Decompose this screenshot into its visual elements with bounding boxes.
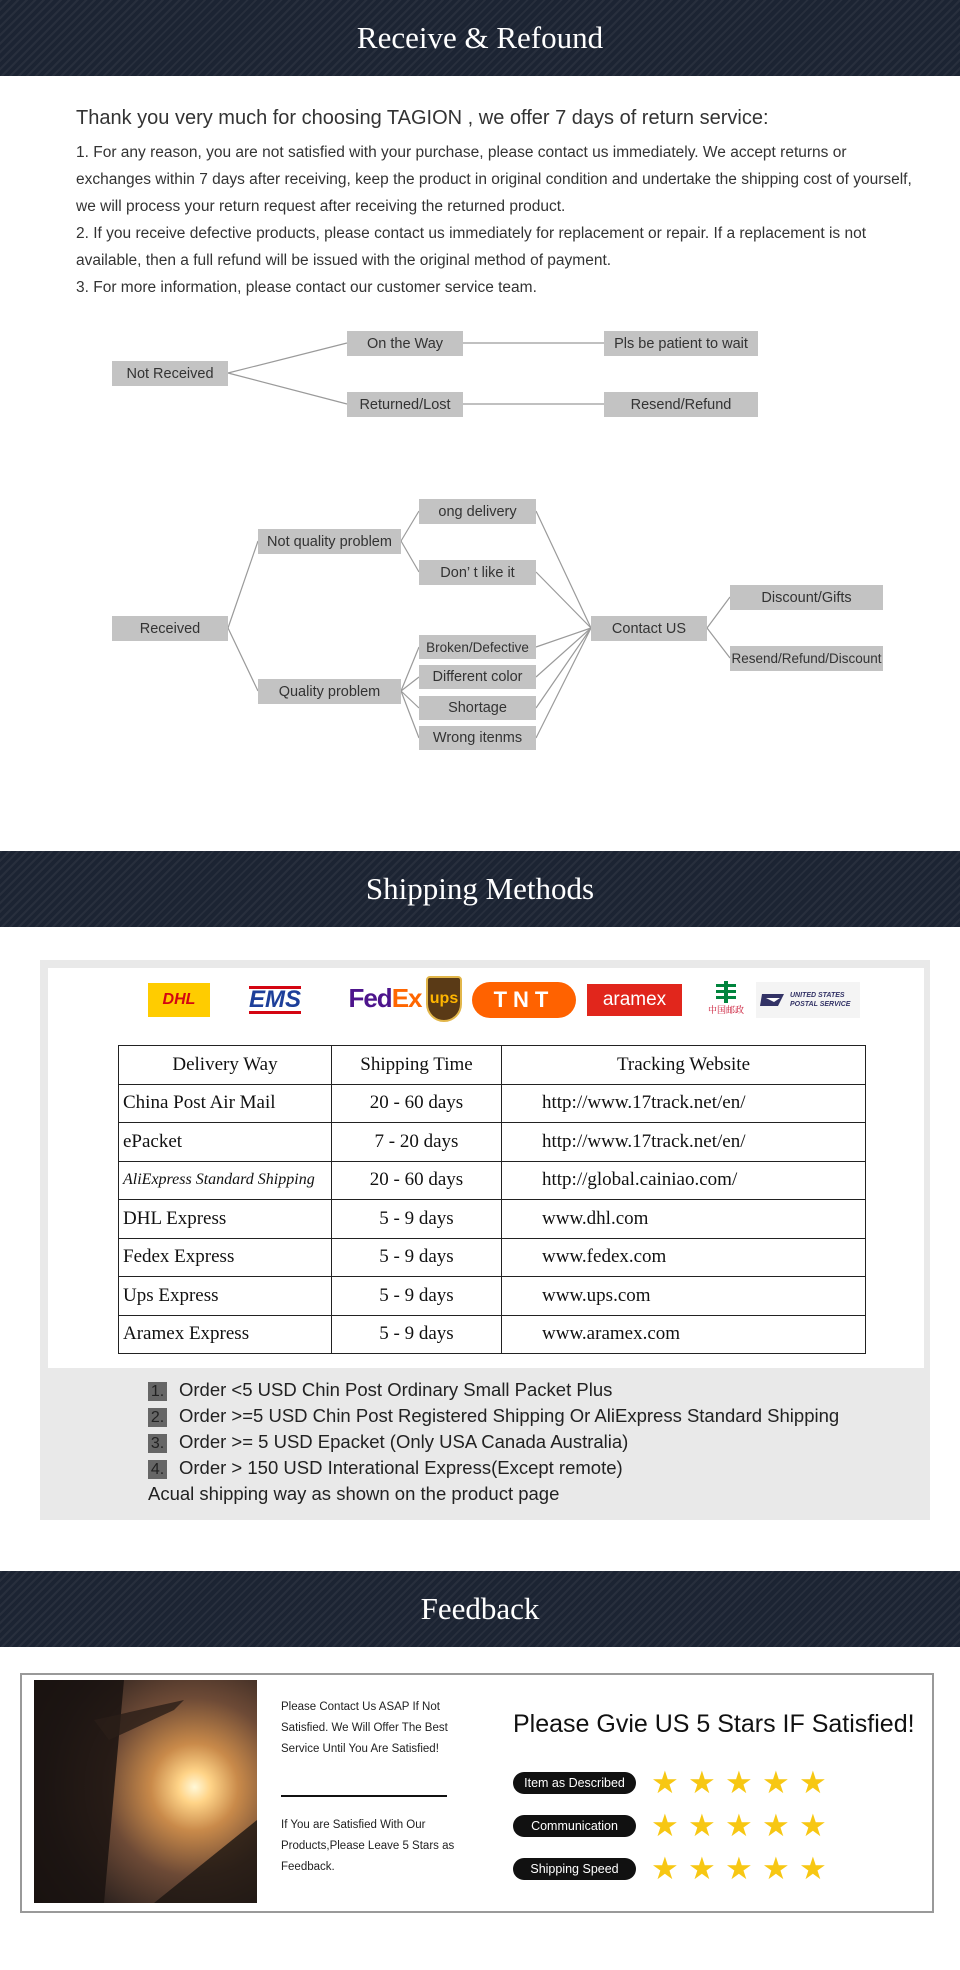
rating-star-icon: ★	[688, 1851, 716, 1886]
rating-star-icon: ★	[688, 1808, 716, 1843]
connector-line	[536, 511, 591, 628]
policy-item-3: 3. For more information, please contact our customer service team.	[76, 279, 537, 296]
shipping-table	[118, 1045, 866, 1354]
intro-text: Thank you very much for choosing TAGION , we offer 7 days of return service:	[76, 107, 769, 129]
rating-star-icon: ★	[725, 1851, 753, 1886]
rule-text: Order > 150 USD Interational Express(Except remote)	[179, 1457, 623, 1478]
node-long-delivery: ong delivery	[419, 499, 536, 524]
rating-star-icon: ★	[651, 1765, 679, 1800]
connector-line	[536, 572, 591, 628]
table-cell-tracking-website: www.dhl.com	[502, 1200, 866, 1239]
section-title-receive: Receive & Refound	[356, 20, 604, 55]
table-cell-shipping-time: 5 - 9 days	[332, 1200, 502, 1239]
dhl-logo	[148, 983, 210, 1017]
connector-line	[401, 511, 419, 541]
usps-logo-text: UNITED STATES POSTAL SERVICE	[790, 992, 851, 1008]
table-cell-delivery-way: Ups Express	[119, 1277, 332, 1316]
rating-star-icon: ★	[799, 1851, 827, 1886]
rating-star-icon: ★	[688, 1765, 716, 1800]
fedex-logo	[346, 978, 424, 1018]
shipping-rule-item	[148, 1379, 612, 1401]
node-received: Received	[112, 616, 228, 641]
china-post-text: 中国邮政	[707, 1005, 744, 1016]
rating-star-icon: ★	[762, 1851, 790, 1886]
node-different-color: Different color	[419, 665, 536, 689]
node-discount-gifts: Discount/Gifts	[730, 585, 883, 610]
table-cell-delivery-way: DHL Express	[119, 1200, 332, 1239]
node-on-the-way: On the Way	[347, 331, 463, 356]
rating-label-communication: Communication	[513, 1815, 636, 1837]
rule-text: Order <5 USD Chin Post Ordinary Small Packet Plus	[179, 1379, 613, 1400]
table-header-row	[119, 1046, 866, 1085]
table-cell-shipping-time: 20 - 60 days	[332, 1084, 502, 1123]
stars-title: Please Gvie US 5 Stars IF Satisfied!	[513, 1710, 915, 1738]
table-header-tracking-website: Tracking Website	[502, 1046, 866, 1085]
rule-text: Order >=5 USD Chin Post Registered Shipping Or AliExpress Standard Shipping	[179, 1405, 840, 1426]
table-row	[119, 1238, 866, 1277]
usps-eagle-icon	[760, 990, 786, 1010]
table-row	[119, 1084, 866, 1123]
table-cell-delivery-way: China Post Air Mail	[119, 1084, 332, 1123]
shipping-rule-item	[148, 1431, 628, 1453]
connector-line	[228, 628, 258, 691]
rating-star-icon: ★	[762, 1808, 790, 1843]
section-title-feedback: Feedback	[420, 1591, 540, 1626]
table-cell-shipping-time: 5 - 9 days	[332, 1238, 502, 1277]
connector-line	[401, 691, 419, 738]
rule-number: 1.	[148, 1382, 167, 1401]
aramex-logo	[587, 984, 682, 1016]
table-row	[119, 1277, 866, 1316]
china-post-logo	[700, 975, 752, 1021]
table-row	[119, 1315, 866, 1354]
connector-line	[707, 628, 730, 658]
table-cell-tracking-website: www.aramex.com	[502, 1315, 866, 1354]
ems-logo	[220, 983, 330, 1017]
node-broken-defective: Broken/Defective	[419, 635, 536, 659]
china-post-emblem-icon	[714, 981, 738, 1003]
rating-star-icon: ★	[799, 1765, 827, 1800]
node-wrong-items: Wrong itenms	[419, 726, 536, 750]
rating-star-icon: ★	[651, 1808, 679, 1843]
connector-line	[228, 343, 347, 373]
feedback-contact-text: Please Contact Us ASAP If Not Satisfied. We Will Offer The Best Service Until You Are Satisfied!	[281, 1701, 448, 1755]
node-not-received: Not Received	[112, 361, 228, 386]
table-cell-tracking-website: http://www.17track.net/en/	[502, 1084, 866, 1123]
rating-star-icon: ★	[799, 1808, 827, 1843]
section-banner-feedback	[0, 1571, 960, 1647]
table-cell-delivery-way: AliExpress Standard Shipping	[119, 1161, 332, 1200]
rating-label-shipping-speed: Shipping Speed	[513, 1858, 636, 1880]
shipping-rule-item	[148, 1405, 839, 1427]
tnt-logo-text: TNT	[493, 987, 555, 1012]
table-cell-tracking-website: www.ups.com	[502, 1277, 866, 1316]
node-returned-lost: Returned/Lost	[347, 392, 463, 417]
feedback-photo	[34, 1680, 257, 1903]
node-shortage: Shortage	[419, 696, 536, 720]
tnt-logo	[472, 982, 576, 1018]
ups-logo	[426, 976, 462, 1022]
table-cell-shipping-time: 20 - 60 days	[332, 1161, 502, 1200]
table-cell-delivery-way: ePacket	[119, 1123, 332, 1162]
table-header-delivery-way: Delivery Way	[119, 1046, 332, 1085]
table-cell-shipping-time: 5 - 9 days	[332, 1315, 502, 1354]
feedback-leave-text: If You are Satisfied With Our Products,Please Leave 5 Stars as Feedback.	[281, 1819, 455, 1873]
usps-logo	[756, 982, 860, 1018]
car-interior-photo-icon	[34, 1680, 257, 1903]
table-cell-tracking-website: www.fedex.com	[502, 1238, 866, 1277]
rating-star-icon: ★	[725, 1808, 753, 1843]
rule-number: 3.	[148, 1434, 167, 1453]
table-cell-shipping-time: 5 - 9 days	[332, 1277, 502, 1316]
table-cell-shipping-time: 7 - 20 days	[332, 1123, 502, 1162]
rating-star-icon: ★	[762, 1765, 790, 1800]
ups-logo-text: ups	[429, 990, 459, 1007]
section-title-shipping: Shipping Methods	[365, 871, 595, 906]
connector-line	[401, 541, 419, 572]
connector-line	[536, 628, 591, 708]
fedex-fed-text: Fed	[348, 982, 392, 1013]
policy-item-1: 1. For any reason, you are not satisfied with your purchase, please contact us immediately. We accept returns or exchanges within 7 days after receiving, keep the product in original condition and undertake the shipping cost of yourself, we will process your return request after receiving the returned product.	[76, 144, 912, 215]
rule-number: 4.	[148, 1460, 167, 1479]
table-cell-delivery-way: Fedex Express	[119, 1238, 332, 1277]
table-cell-tracking-website: http://global.cainiao.com/	[502, 1161, 866, 1200]
ems-logo-text: EMS	[248, 986, 301, 1013]
connector-line	[536, 628, 591, 677]
connector-line	[228, 373, 347, 404]
rule-text: Order >= 5 USD Epacket (Only USA Canada Australia)	[179, 1431, 629, 1452]
rating-star-icon: ★	[651, 1851, 679, 1886]
node-resend-refund-discount: Resend/Refund/Discount	[730, 646, 883, 671]
table-row	[119, 1123, 866, 1162]
table-cell-delivery-way: Aramex Express	[119, 1315, 332, 1354]
dhl-logo-text: DHL	[162, 991, 196, 1008]
table-row	[119, 1161, 866, 1200]
feedback-divider	[281, 1795, 447, 1797]
node-not-quality-problem: Not quality problem	[258, 529, 401, 554]
table-row	[119, 1200, 866, 1239]
connector-line	[228, 541, 258, 628]
node-quality-problem: Quality problem	[258, 679, 401, 704]
rule-number: 2.	[148, 1408, 167, 1427]
table-cell-tracking-website: http://www.17track.net/en/	[502, 1123, 866, 1162]
node-resend-refund: Resend/Refund	[604, 392, 758, 417]
node-dont-like-it: Don’ t like it	[419, 560, 536, 585]
connector-line	[707, 597, 730, 628]
rating-label-item-described: Item as Described	[513, 1772, 636, 1794]
rating-star-icon: ★	[725, 1765, 753, 1800]
fedex-ex-text: Ex	[391, 982, 422, 1013]
aramex-logo-text: aramex	[602, 989, 667, 1010]
node-contact-us: Contact US	[591, 616, 707, 641]
policy-item-2: 2. If you receive defective products, please contact us immediately for replacement or repair. If a replacement is not available, then a full refund will be issued with the original method of payment.	[76, 225, 867, 269]
shipping-note: Acual shipping way as shown on the product page	[148, 1483, 560, 1504]
node-be-patient: Pls be patient to wait	[604, 331, 758, 356]
section-banner-shipping	[0, 851, 960, 927]
table-header-shipping-time: Shipping Time	[332, 1046, 502, 1085]
shipping-rule-item	[148, 1457, 623, 1479]
